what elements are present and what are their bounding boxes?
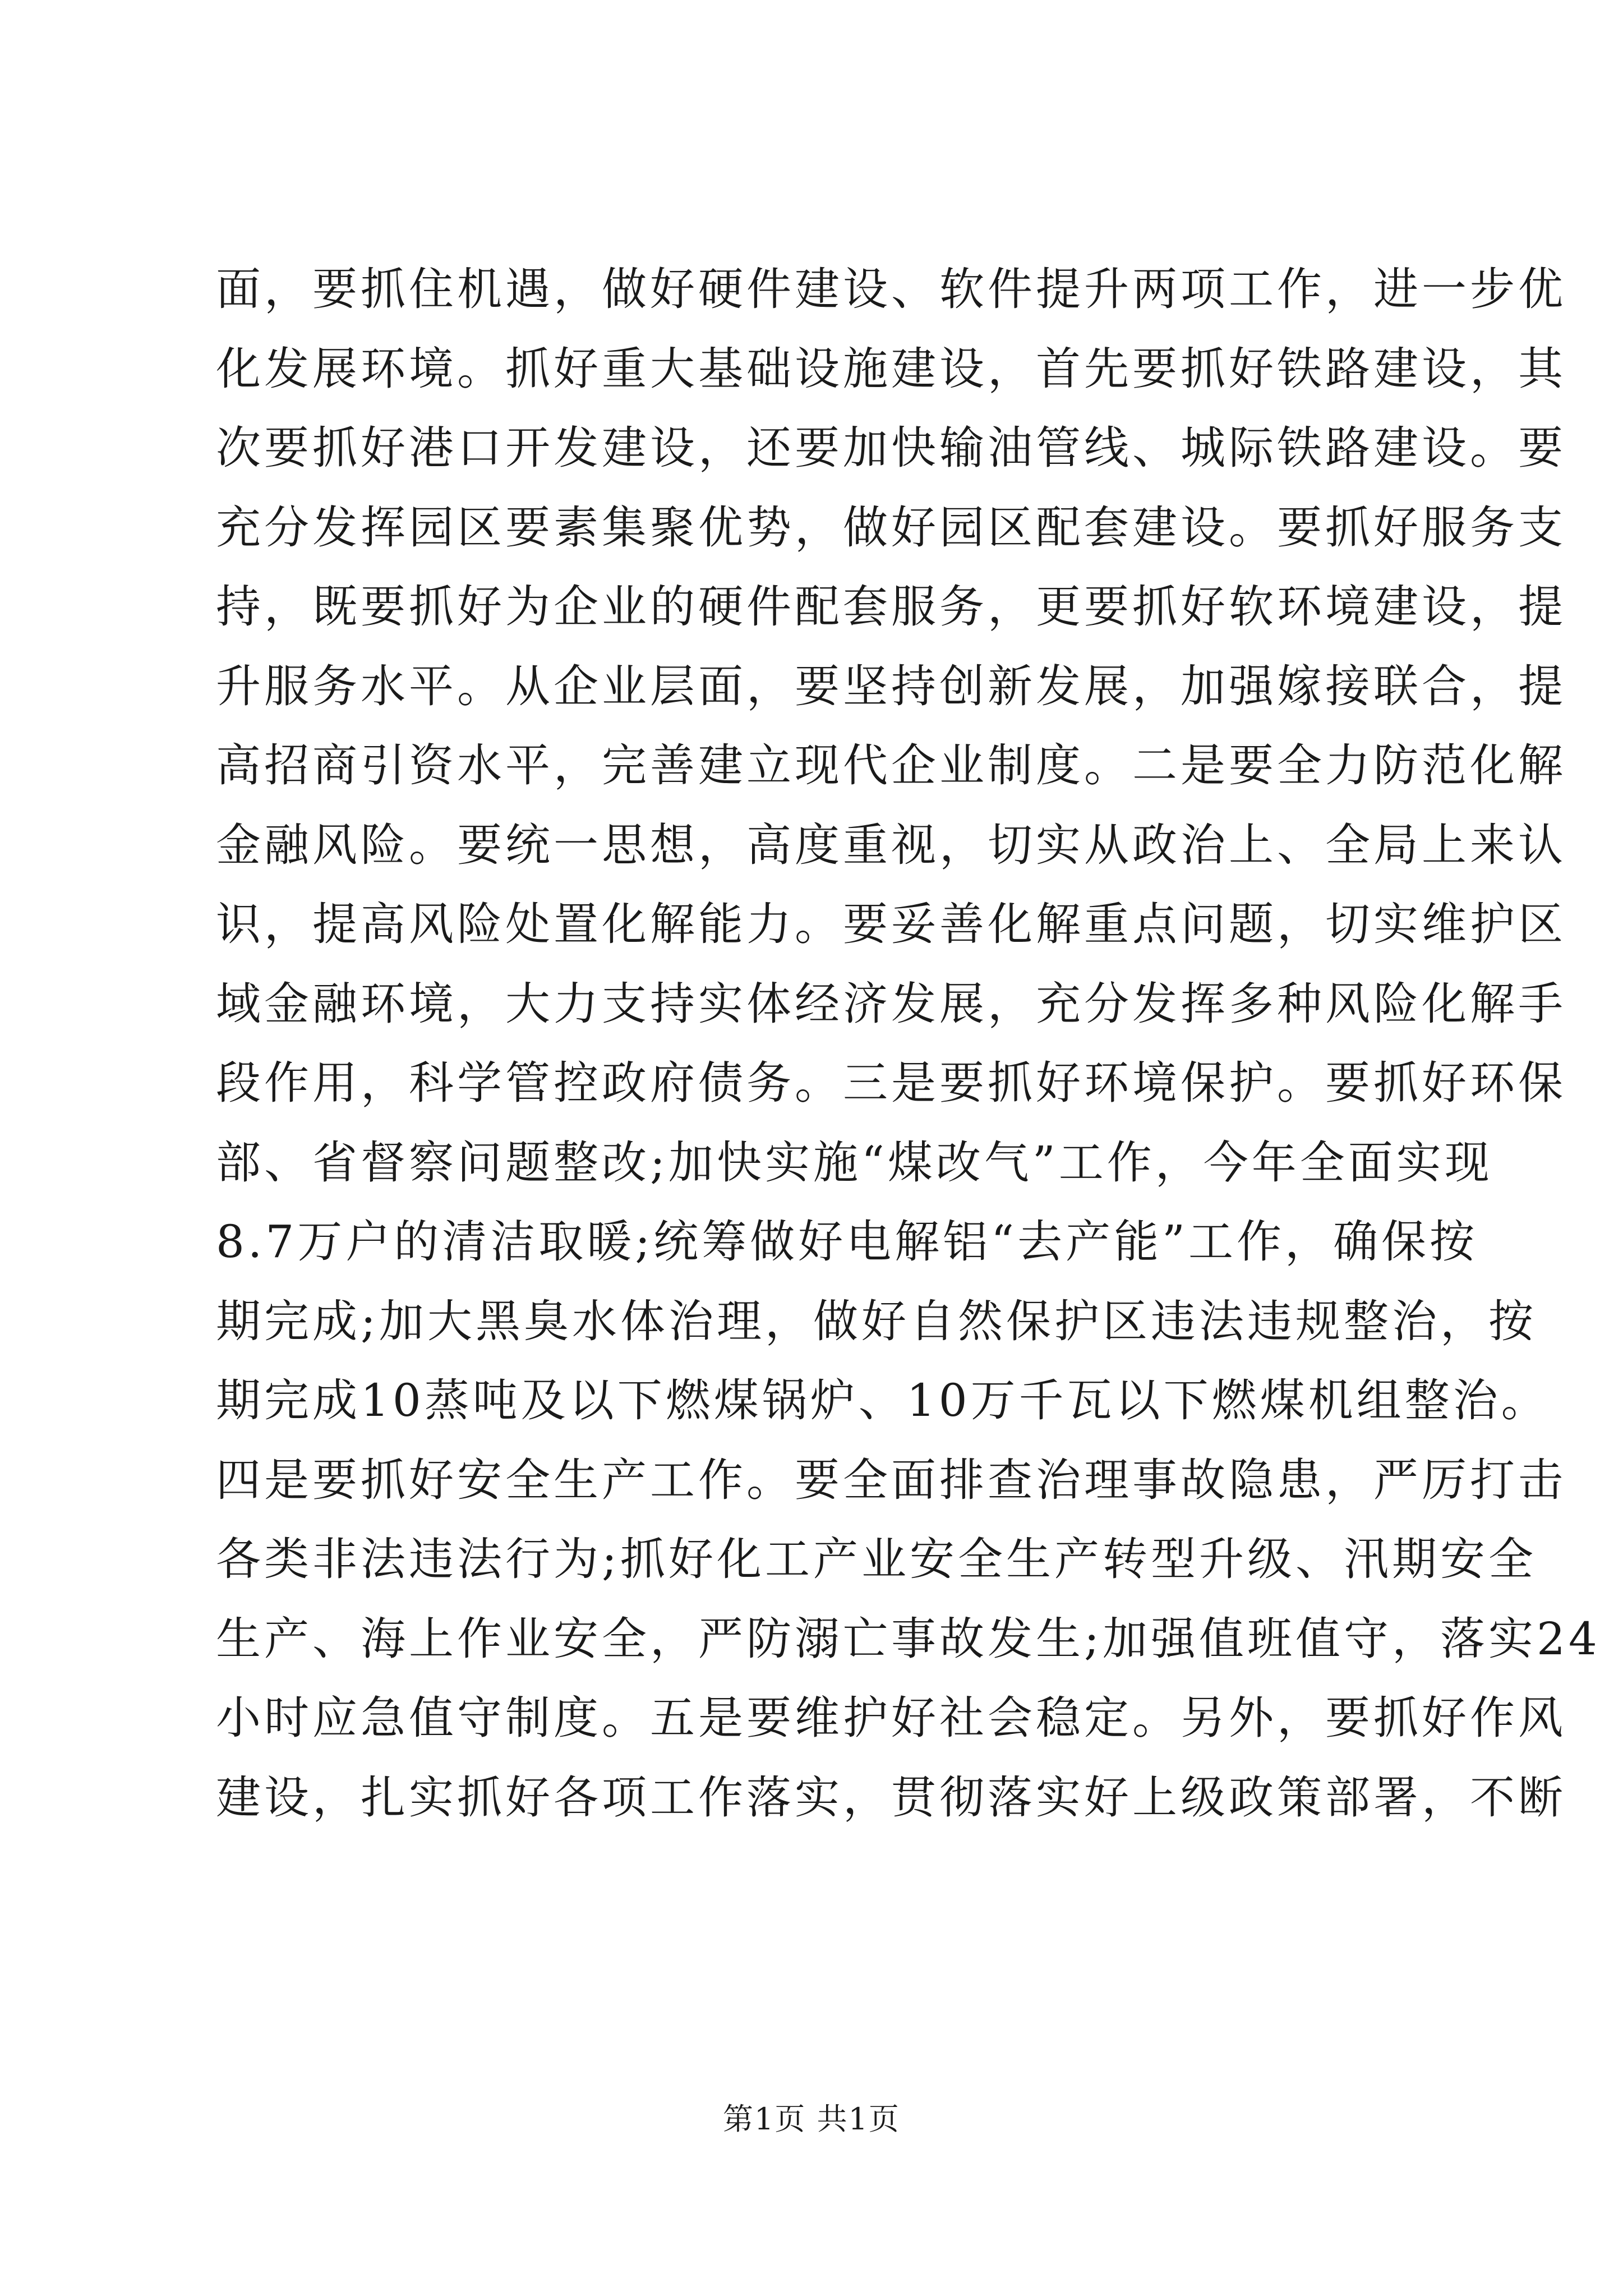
body-text (216, 250, 1601, 1837)
text-line-14: 期完成;加大黑臭水体治理，做好自然保护区违法违规整治，按 (216, 1295, 1537, 1347)
text-line-6: 升服务水平。从企业层面，要坚持创新发展，加强嫁接联合，提 (216, 660, 1566, 712)
text-line-1: 面，要抓住机遇，做好硬件建设、软件提升两项工作，进一步优 (216, 263, 1566, 315)
text-line-18: 生产、海上作业安全，严防溺亡事故发生;加强值班值守，落实24 (216, 1612, 1601, 1665)
text-line-5: 持，既要抓好为企业的硬件配套服务，更要抓好软环境建设，提 (216, 581, 1566, 633)
text-line-13: 8.7万户的清洁取暖;统筹做好电解铝“去产能”工作，确保按 (216, 1216, 1478, 1268)
text-line-4: 充分发挥园区要素集聚优势，做好园区配套建设。要抓好服务支 (216, 501, 1566, 554)
text-line-7: 高招商引资水平，完善建立现代企业制度。二是要全力防范化解 (216, 739, 1566, 792)
text-line-2: 化发展环境。抓好重大基础设施建设，首先要抓好铁路建设，其 (216, 342, 1566, 395)
text-line-16: 四是要抓好安全生产工作。要全面排查治理事故隐患，严厉打击 (216, 1453, 1566, 1506)
text-line-11: 段作用，科学管控政府债务。三是要抓好环境保护。要抓好环保 (216, 1057, 1566, 1109)
text-line-20: 建设，扎实抓好各项工作落实，贯彻落实好上级政策部署，不断 (216, 1771, 1566, 1824)
text-line-3: 次要抓好港口开发建设，还要加快输油管线、城际铁路建设。要 (216, 422, 1566, 474)
text-line-10: 域金融环境，大力支持实体经济发展，充分发挥多种风险化解手 (216, 977, 1566, 1030)
text-line-17: 各类非法违法行为;抓好化工产业安全生产转型升级、汛期安全 (216, 1533, 1537, 1585)
page-footer: 第1页 共1页 (723, 2101, 900, 2137)
text-line-15: 期完成10蒸吨及以下燃煤锅炉、10万千瓦以下燃煤机组整治。 (216, 1374, 1550, 1427)
text-line-9: 识，提高风险处置化解能力。要妥善化解重点问题，切实维护区 (216, 898, 1566, 950)
text-line-12: 部、省督察问题整改;加快实施“煤改气”工作，今年全面实现 (216, 1136, 1493, 1189)
text-line-19: 小时应急值守制度。五是要维护好社会稳定。另外，要抓好作风 (216, 1692, 1566, 1744)
text-line-8: 金融风险。要统一思想，高度重视，切实从政治上、全局上来认 (216, 818, 1566, 871)
